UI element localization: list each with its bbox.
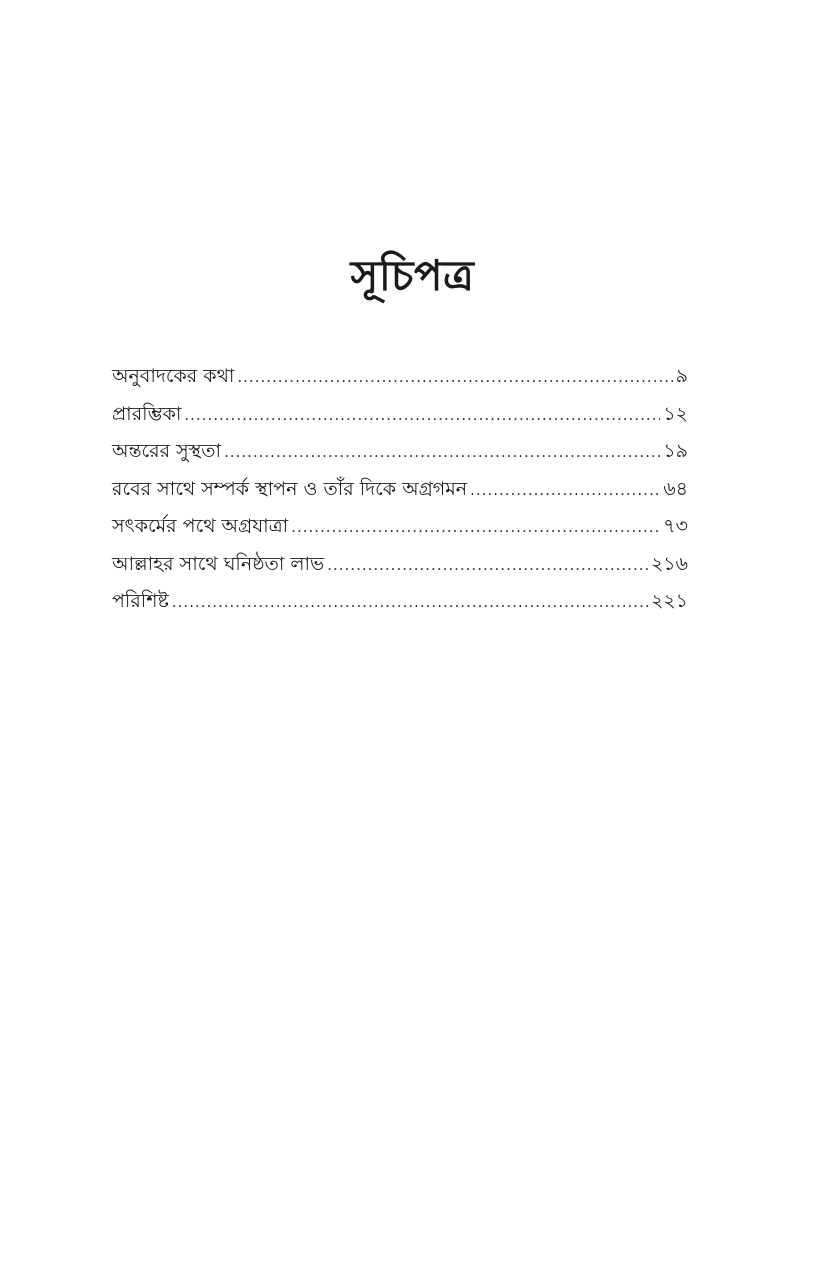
toc-entry [112,433,688,471]
toc-entry [112,546,688,584]
dot-leader [291,509,660,547]
toc-entry [112,508,688,546]
table-of-contents [112,358,688,621]
dot-leader [470,472,660,510]
toc-entry-title: আল্লাহর সাথে ঘনিষ্ঠতা লাভ [112,552,325,575]
toc-entry [112,583,688,621]
toc-entry-page: ১২ [663,402,688,425]
dot-leader [224,434,660,472]
toc-entry-title: অনুবাদকের কথা [112,365,235,387]
toc-entry [112,358,688,396]
toc-entry-title: সৎকর্মের পথে অগ্রযাত্রা [112,515,289,537]
toc-entry-title: প্রারম্ভিকা [112,402,182,425]
dot-leader [327,547,648,585]
toc-entry-page: ১৯ [663,440,688,462]
toc-entry [112,396,688,434]
toc-entry-page: ২১৬ [650,552,688,575]
toc-entry-title: অন্তরের সুস্থতা [112,440,222,462]
toc-entry-title: পরিশিষ্ট [112,590,169,612]
toc-entry-page: ৭৩ [663,515,688,537]
toc-entry [112,471,688,509]
dot-leader [237,359,672,397]
toc-entry-page: ৬৪ [663,477,688,500]
toc-entry-title: রবের সাথে সম্পর্ক স্থাপন ও তাঁর দিকে অগ্রগমন [112,477,468,500]
page-title: সূচিপত্র [350,251,475,300]
dot-leader [184,397,660,435]
dot-leader [172,584,648,622]
toc-entry-page: ৯ [675,365,688,387]
toc-entry-page: ২২১ [650,590,688,612]
